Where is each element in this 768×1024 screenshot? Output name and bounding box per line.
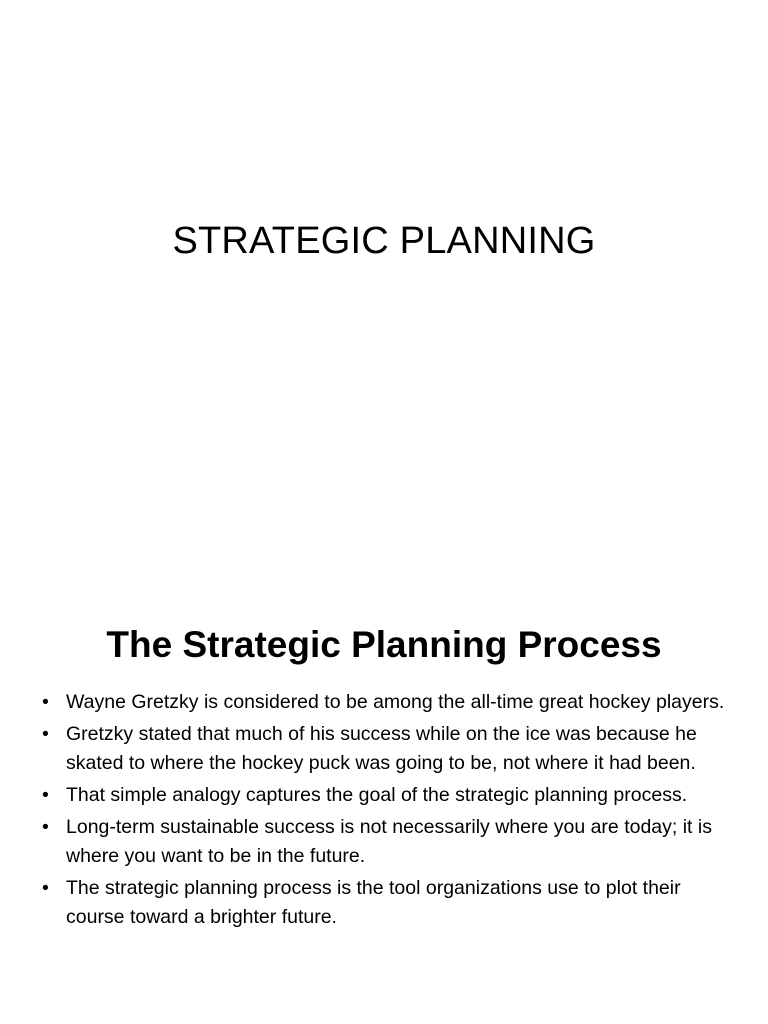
bullet-list: [42, 688, 732, 935]
bullet-item: [42, 720, 732, 778]
bullet-icon: •: [42, 877, 49, 899]
content-slide: [0, 576, 768, 1024]
bullet-item: [42, 874, 732, 932]
bullet-text: That simple analogy captures the goal of the strategic planning process.: [66, 784, 688, 806]
bullet-text: Long-term sustainable success is not necessarily where you are today; it is where you want to be in the future.: [66, 816, 712, 867]
bullet-icon: •: [42, 816, 49, 838]
bullet-icon: •: [42, 691, 49, 713]
bullet-text: Gretzky stated that much of his success while on the ice was because he skated to where the hockey puck was going to be, not where it had been.: [66, 723, 697, 774]
bullet-item: [42, 781, 732, 810]
slide-heading: The Strategic Planning Process: [106, 624, 662, 665]
bullet-icon: •: [42, 723, 49, 745]
slide-title: STRATEGIC PLANNING: [172, 220, 596, 262]
bullet-item: [42, 813, 732, 871]
bullet-text: Wayne Gretzky is considered to be among the all-time great hockey players.: [66, 691, 725, 713]
bullet-item: [42, 688, 732, 717]
bullet-icon: •: [42, 784, 49, 806]
bullet-text: The strategic planning process is the tool organizations use to plot their course toward a brighter future.: [66, 877, 681, 928]
